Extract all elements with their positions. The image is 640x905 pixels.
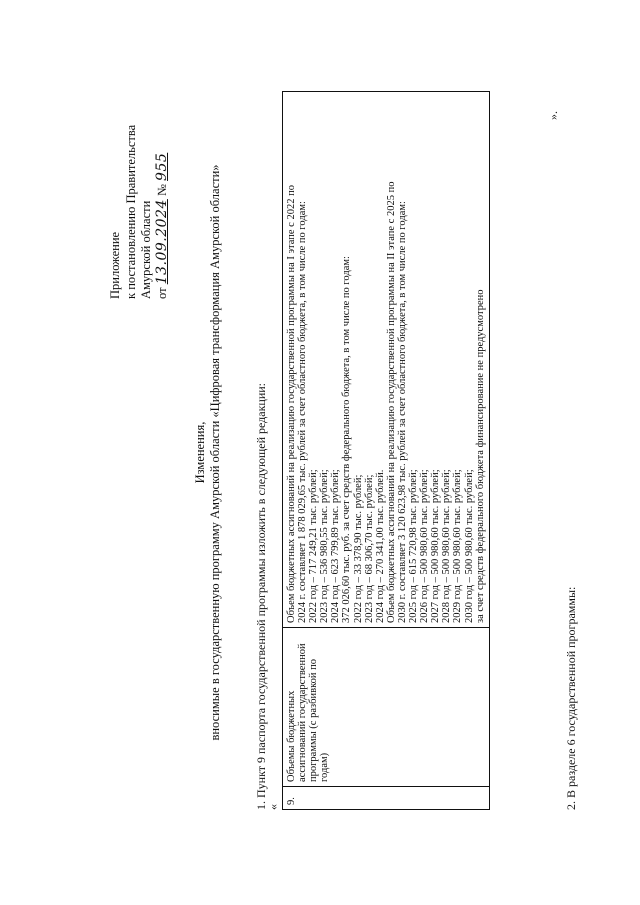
content-line: 2025 год – 615 720,98 тыс. рублей; [408,469,420,623]
content-line: 2023 год – 536 980,55 тыс. рублей; [319,469,331,623]
content-line: 2029 год – 500 980,60 тыс. рублей; [452,469,464,623]
content-line: 2028 год – 500 980,60 тыс. рублей; [441,469,453,623]
content-line: Объем бюджетных ассигнований на реализацию государственной программы на I этапе с 2022 по [286,185,297,623]
content-line: 2024 год – 623 799,89 тыс. рублей; [330,469,342,623]
table-row [283,92,490,810]
content-line: 372 026,60 тыс. руб. за счет средств федерального бюджета, в том числе по годам: [341,256,353,623]
passport-table [282,91,490,810]
row-content [283,92,490,628]
row-heading: Объемы бюджетных ассигнований государственной программы (с разбивкой по годам) [283,628,490,787]
content-line: 2022 год – 717 249,21 тыс. рублей; [308,469,320,623]
content-line: Объем бюджетных ассигнований на реализацию государственной программы на II этапе с 2025 по [385,181,397,623]
content-line: 2024 год – 270 341,00 тыс. рублей. [374,469,386,623]
content-line: за счет средств федерального бюджета финансирование не предусмотрено [474,289,486,623]
doc-title: Изменения, [193,421,207,484]
content-line: 2026 год – 500 980,60 тыс. рублей; [419,469,431,623]
handwritten-date: 13.09.2024 [153,199,170,285]
appendix-line-2: к постановлению Правительства [123,124,138,299]
item-2-intro: 2. В разделе 6 государственной программы: [564,586,578,810]
content-line: 2030 г. составляет 3 120 623,98 тыс. рублей за счет областного бюджета, в том числе по годам: [396,201,408,623]
appendix-date-line [155,125,171,299]
row-number: 9. [283,787,490,810]
content-line: 2030 год – 500 980,60 тыс. рублей; [463,469,475,623]
content-line: 2022 год – 33 378,90 тыс. рублей; [352,474,364,623]
appendix-line-3: Амурской области [139,200,153,299]
appendix-line-1: Приложение [108,231,122,299]
opening-quote: « [266,804,280,810]
handwritten-number: 955 [153,152,170,181]
closing-quote: ». [546,111,560,120]
appendix-header [108,125,170,299]
content-line: 2027 год – 500 980,60 тыс. рублей; [430,469,442,623]
number-prefix: № [154,184,169,197]
doc-subtitle: вносимые в государственную программу Амурской области «Цифровая трансформация Амурской области» [208,164,222,741]
date-prefix: от [154,287,169,299]
content-line: 2024 г. составляет 1 878 029,65 тыс. рублей за счет областного бюджета, в том числе по годам: [297,201,309,623]
content-line: 2023 год – 68 306,70 тыс. рублей; [363,474,375,623]
item-1-intro: 1. Пункт 9 паспорта государственной программы изложить в следующей редакции: [254,382,268,810]
